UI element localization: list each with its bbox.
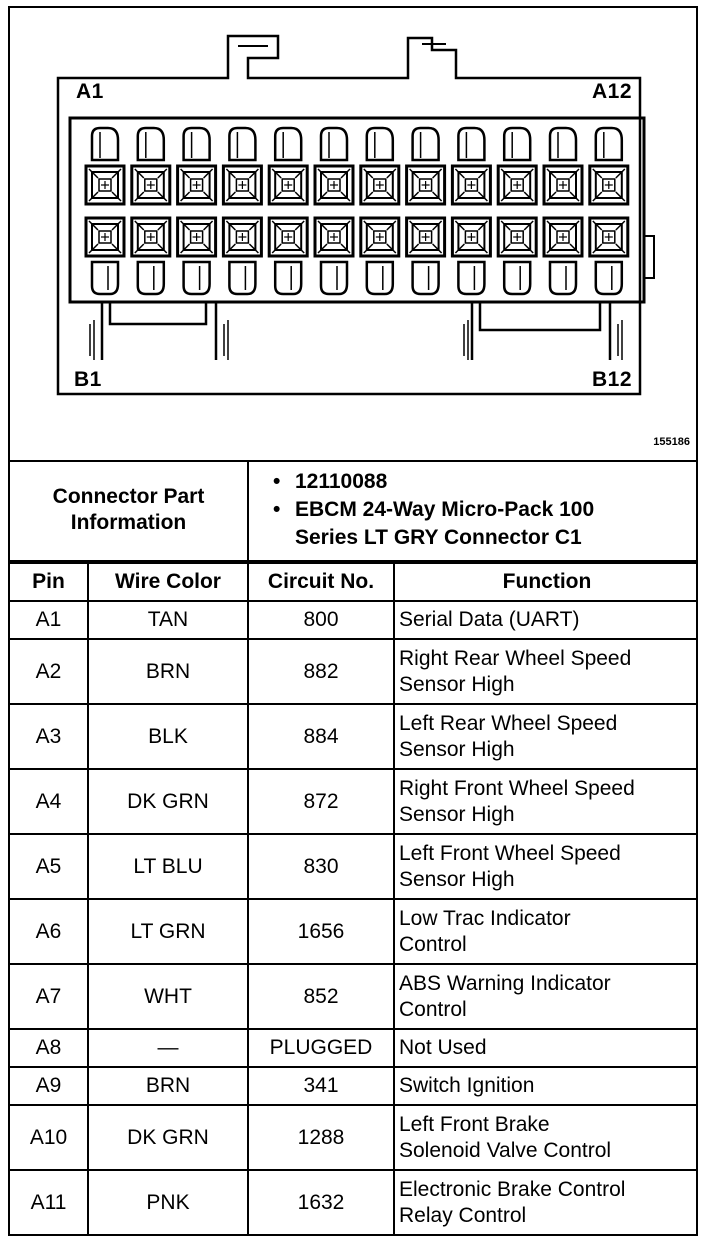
terminal-b3 [178,218,216,256]
terminal-b7 [361,218,399,256]
pin-table-header [10,563,696,601]
function-line2: Sensor High [399,737,515,761]
function-line1: Serial Data (UART) [399,608,580,631]
circuit-cell: PLUGGED [248,1029,394,1067]
pin-cell: A1 [10,601,88,639]
wire-color-cell: PNK [88,1170,248,1234]
function-line2: Control [399,997,467,1021]
circuit-cell: 852 [248,964,394,1029]
function-cell [394,1170,696,1234]
pin-cell: A11 [10,1170,88,1234]
function-line1: Switch Ignition [399,1074,535,1097]
header-wire-color: Wire Color [88,563,248,601]
pin-label-b1: B1 [74,368,102,391]
circuit-cell: 1632 [248,1170,394,1234]
pin-label-b12: B12 [592,368,633,391]
circuit-cell: 884 [248,704,394,769]
terminal-a6 [315,166,353,204]
function-cell [394,899,696,964]
terminal-a11 [544,166,582,204]
connector-info-title-line1: Connector Part [52,485,205,508]
terminal-a3 [178,166,216,204]
terminal-b5 [269,218,307,256]
pin-table [10,562,696,1234]
table-row [10,899,696,964]
figure-number: 155186 [653,436,690,448]
terminal-b11 [544,218,582,256]
function-cell [394,769,696,834]
header-pin: Pin [10,563,88,601]
function-cell [394,834,696,899]
terminal-a2 [132,166,170,204]
circuit-cell: 800 [248,601,394,639]
terminal-b1 [86,218,124,256]
header-function: Function [394,563,696,601]
connector-description [273,496,696,552]
function-cell [394,1029,696,1067]
terminal-a5 [269,166,307,204]
table-row [10,704,696,769]
table-row [10,601,696,639]
function-line1: Not Used [399,1036,487,1059]
connector-info-details [248,460,696,561]
pin-cell: A3 [10,704,88,769]
circuit-cell: 882 [248,639,394,704]
table-row [10,1105,696,1170]
circuit-cell: 341 [248,1067,394,1105]
terminal-a8 [407,166,445,204]
pin-cell: A9 [10,1067,88,1105]
wire-color-cell: BRN [88,1067,248,1105]
terminal-a12 [590,166,628,204]
function-cell [394,704,696,769]
connector-diagram [10,8,696,462]
wire-color-cell: BLK [88,704,248,769]
terminal-a7 [361,166,399,204]
terminal-a4 [223,166,261,204]
connector-info-table [10,460,696,562]
table-row [10,964,696,1029]
circuit-cell: 872 [248,769,394,834]
pin-cell: A2 [10,639,88,704]
header-circuit-no: Circuit No. [248,563,394,601]
table-row [10,639,696,704]
function-line2: Solenoid Valve Control [399,1138,612,1162]
function-line1: Right Rear Wheel Speed [399,646,632,670]
function-line1: Left Front Brake [399,1112,550,1136]
wire-color-cell: — [88,1029,248,1067]
connector-info-title-line2: Information [70,511,187,534]
table-row [10,834,696,899]
terminal-a9 [452,166,490,204]
wire-color-cell: TAN [88,601,248,639]
wire-color-cell: LT BLU [88,834,248,899]
function-line1: ABS Warning Indicator [399,971,611,995]
part-number: • 12110088 [273,468,696,496]
pin-cell: A6 [10,899,88,964]
pin-cell: A7 [10,964,88,1029]
table-row [10,769,696,834]
function-line2: Relay Control [399,1203,527,1227]
pin-cell: A5 [10,834,88,899]
function-line1: Right Front Wheel Speed [399,776,635,800]
pin-label-a12: A12 [592,80,633,103]
terminal-a1 [86,166,124,204]
terminal-b4 [223,218,261,256]
terminal-b9 [452,218,490,256]
wire-color-cell: DK GRN [88,769,248,834]
circuit-cell: 1656 [248,899,394,964]
function-line2: Sensor High [399,802,515,826]
terminal-a10 [498,166,536,204]
function-line1: Left Rear Wheel Speed [399,711,618,735]
terminal-b12 [590,218,628,256]
circuit-cell: 1288 [248,1105,394,1170]
connector-sheet [8,6,698,1236]
circuit-cell: 830 [248,834,394,899]
pin-cell: A4 [10,769,88,834]
table-row [10,1029,696,1067]
table-row [10,1170,696,1234]
connector-info-title [10,460,248,561]
function-line1: Low Trac Indicator [399,906,571,930]
pin-label-a1: A1 [76,80,104,103]
terminal-b8 [407,218,445,256]
function-line1: Left Front Wheel Speed [399,841,621,865]
function-cell [394,1067,696,1105]
wire-color-cell: LT GRN [88,899,248,964]
connector-description-line2: Series LT GRY Connector C1 [295,526,582,549]
terminal-b10 [498,218,536,256]
function-line1: Electronic Brake Control [399,1177,626,1201]
pin-cell: A10 [10,1105,88,1170]
function-line2: Control [399,932,467,956]
wire-color-cell: DK GRN [88,1105,248,1170]
function-line2: Sensor High [399,672,515,696]
wire-color-cell: BRN [88,639,248,704]
connector-face-drawing [10,8,696,460]
function-cell [394,601,696,639]
pin-cell: A8 [10,1029,88,1067]
function-cell [394,1105,696,1170]
function-cell [394,964,696,1029]
wire-color-cell: WHT [88,964,248,1029]
function-cell [394,639,696,704]
connector-description-line1: EBCM 24-Way Micro-Pack 100 [295,498,595,521]
function-line2: Sensor High [399,867,515,891]
terminal-b2 [132,218,170,256]
table-row [10,1067,696,1105]
terminal-b6 [315,218,353,256]
